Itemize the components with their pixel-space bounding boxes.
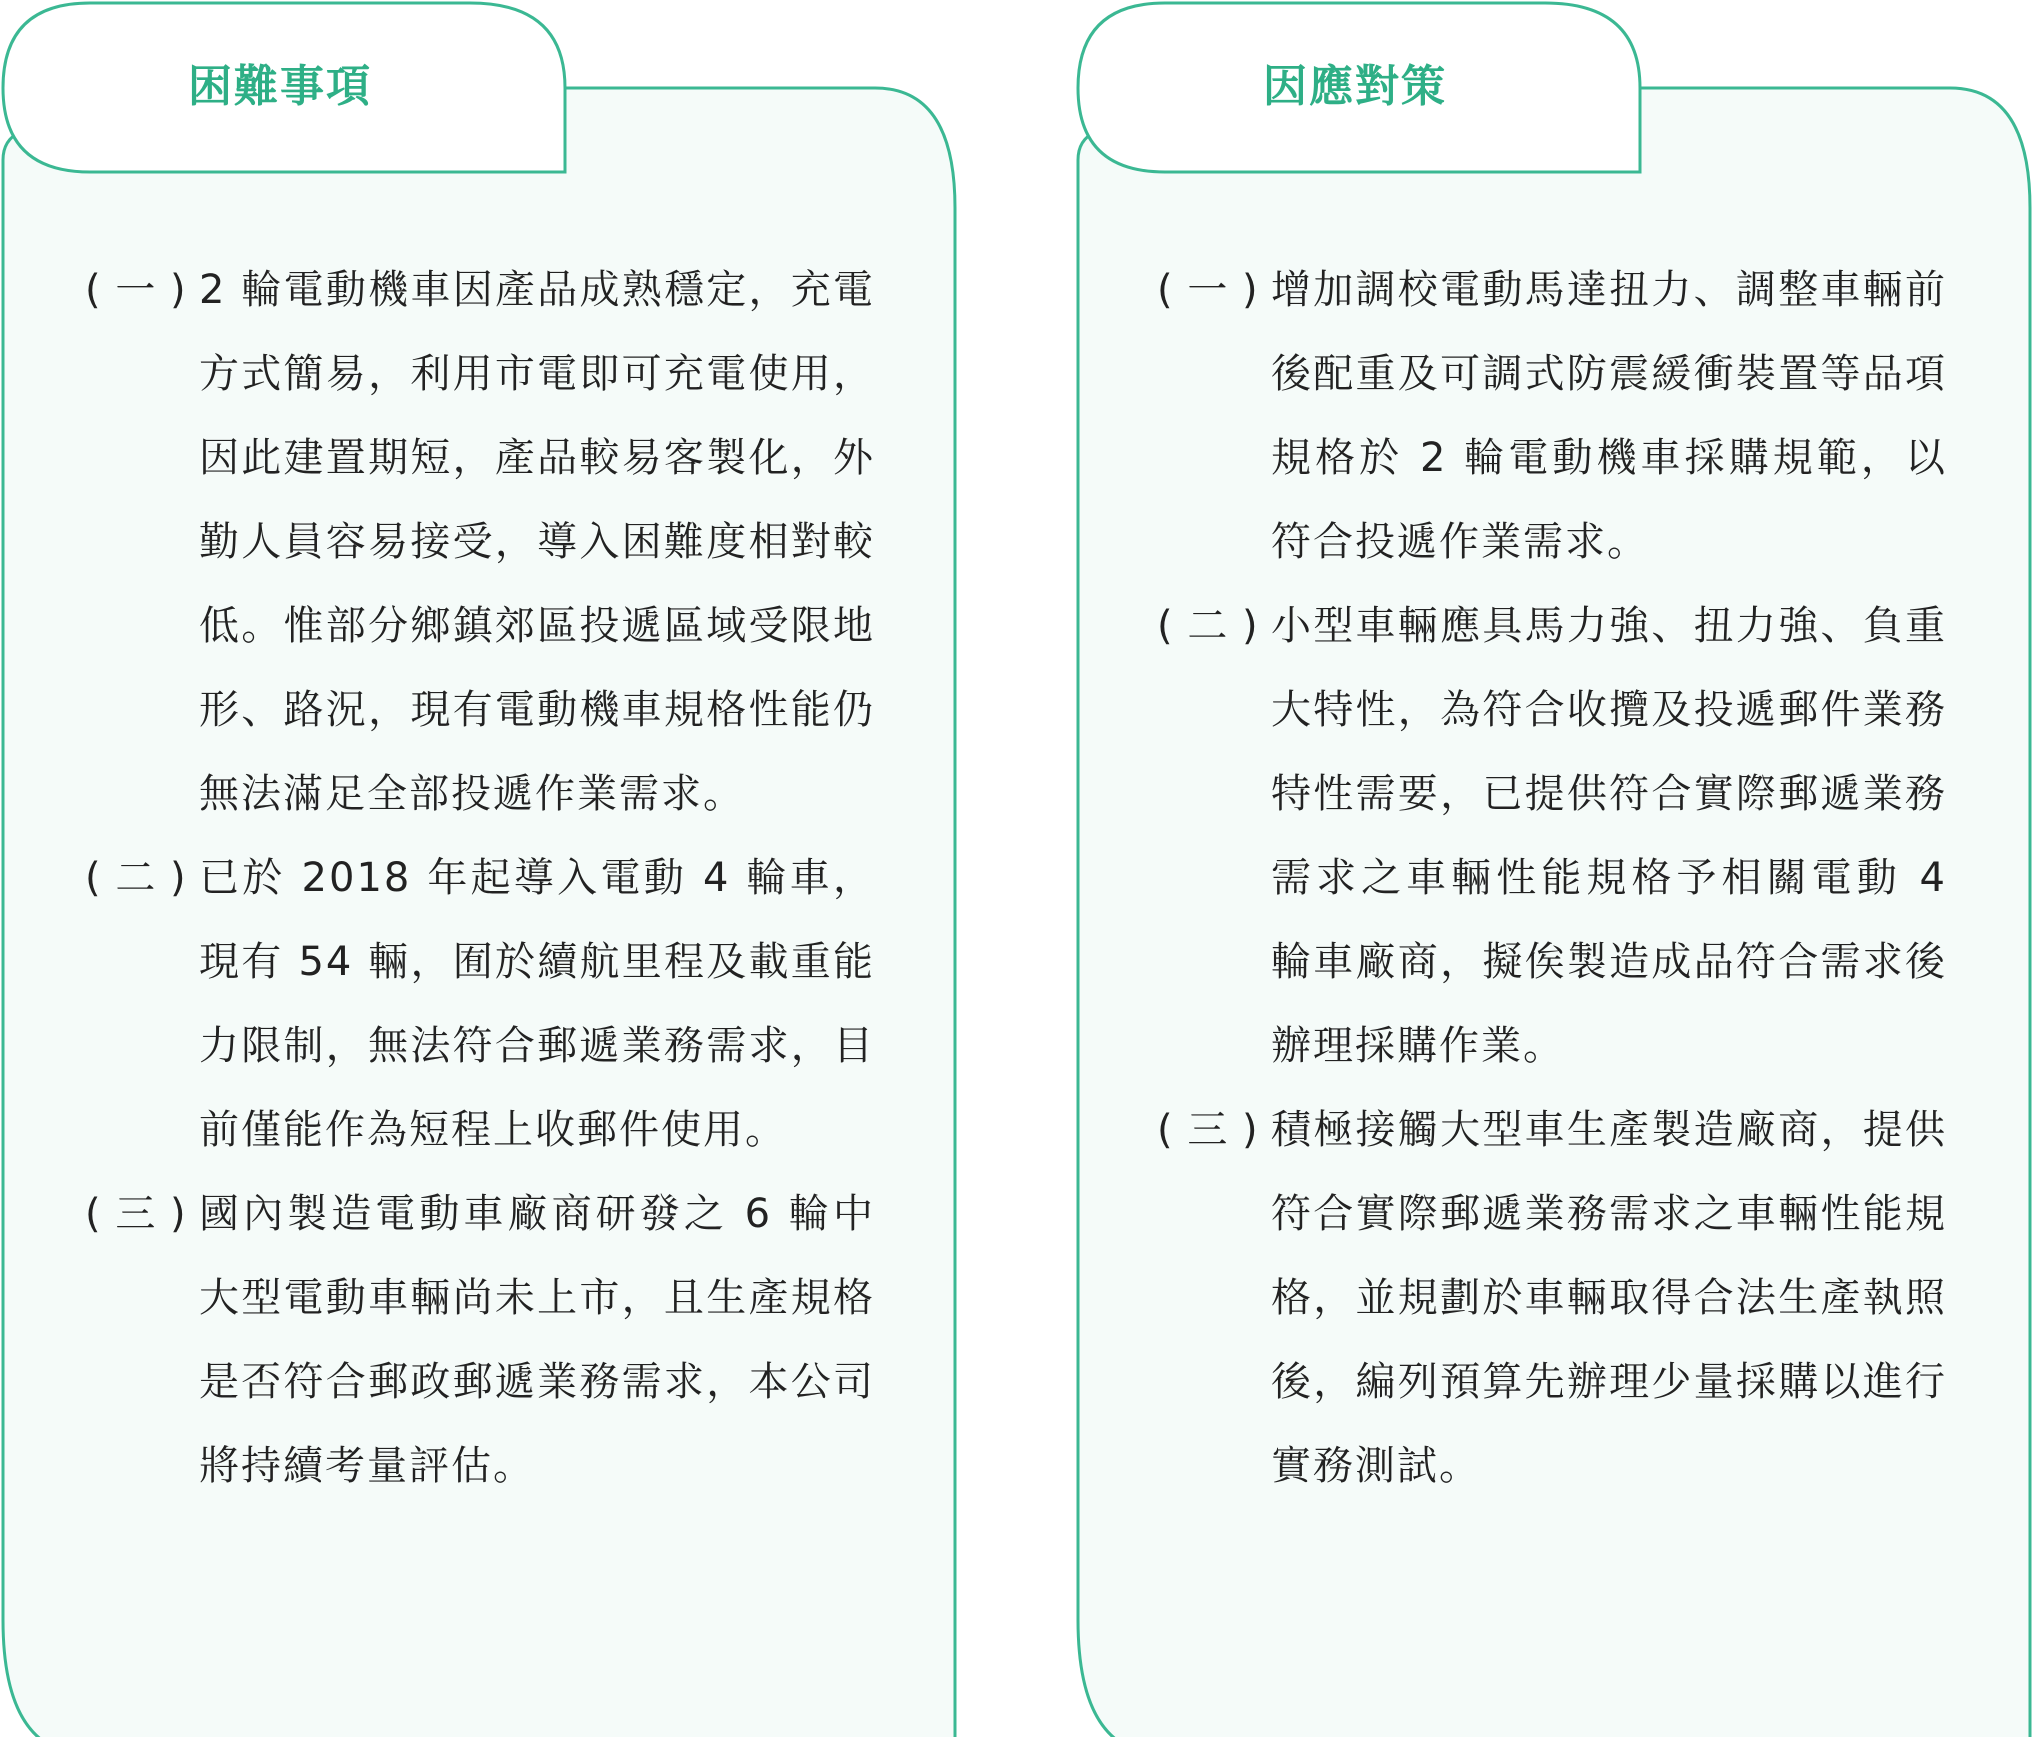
difficulties-list [85, 248, 875, 1508]
item-text: 增加調校電動馬達扭力、調整車輛前後配重及可調式防震緩衝裝置等品項規格於 2 輪電動機車採購規範，以符合投遞作業需求。 [1271, 267, 1947, 565]
difficulty-item-1 [85, 248, 875, 836]
item-text: 積極接觸大型車生產製造廠商，提供符合實際郵遞業務需求之車輛性能規格，並規劃於車輛取得合法生產執照後，編列預算先辦理少量採購以進行實務測試。 [1271, 1107, 1947, 1489]
item-marker: ( 三 ) [1157, 1107, 1259, 1153]
item-text: 國內製造電動車廠商研發之 6 輪中大型電動車輛尚未上市，且生產規格是否符合郵政郵遞業務需求，本公司將持續考量評估。 [199, 1191, 875, 1489]
item-text: 小型車輛應具馬力強、扭力強、負重大特性，為符合收攬及投遞郵件業務特性需要，已提供符合實際郵遞業務需求之車輛性能規格予相關電動 4 輪車廠商，擬俟製造成品符合需求後辦理採購作業。 [1271, 603, 1947, 1069]
difficulty-item-3 [85, 1172, 875, 1508]
countermeasures-title: 因應對策 [1263, 61, 1447, 112]
item-marker: ( 三 ) [85, 1191, 187, 1237]
difficulty-item-2 [85, 836, 875, 1172]
difficulties-title: 困難事項 [188, 61, 372, 112]
countermeasure-item-3 [1157, 1088, 1947, 1508]
item-marker: ( 一 ) [85, 267, 187, 313]
item-marker: ( 一 ) [1157, 267, 1259, 313]
item-text: 2 輪電動機車因產品成熟穩定，充電方式簡易，利用市電即可充電使用，因此建置期短，產品較易客製化，外勤人員容易接受，導入困難度相對較低。惟部分鄉鎮郊區投遞區域受限地形、路況，現有電動機車規格性能仍無法滿足全部投遞作業需求。 [199, 267, 875, 817]
countermeasure-item-1 [1157, 248, 1947, 584]
countermeasures-list [1157, 248, 1947, 1508]
item-text: 已於 2018 年起導入電動 4 輪車，現有 54 輛，囿於續航里程及載重能力限制，無法符合郵遞業務需求，目前僅能作為短程上收郵件使用。 [199, 855, 875, 1153]
countermeasure-item-2 [1157, 584, 1947, 1088]
item-marker: ( 二 ) [1157, 603, 1259, 649]
item-marker: ( 二 ) [85, 855, 187, 901]
